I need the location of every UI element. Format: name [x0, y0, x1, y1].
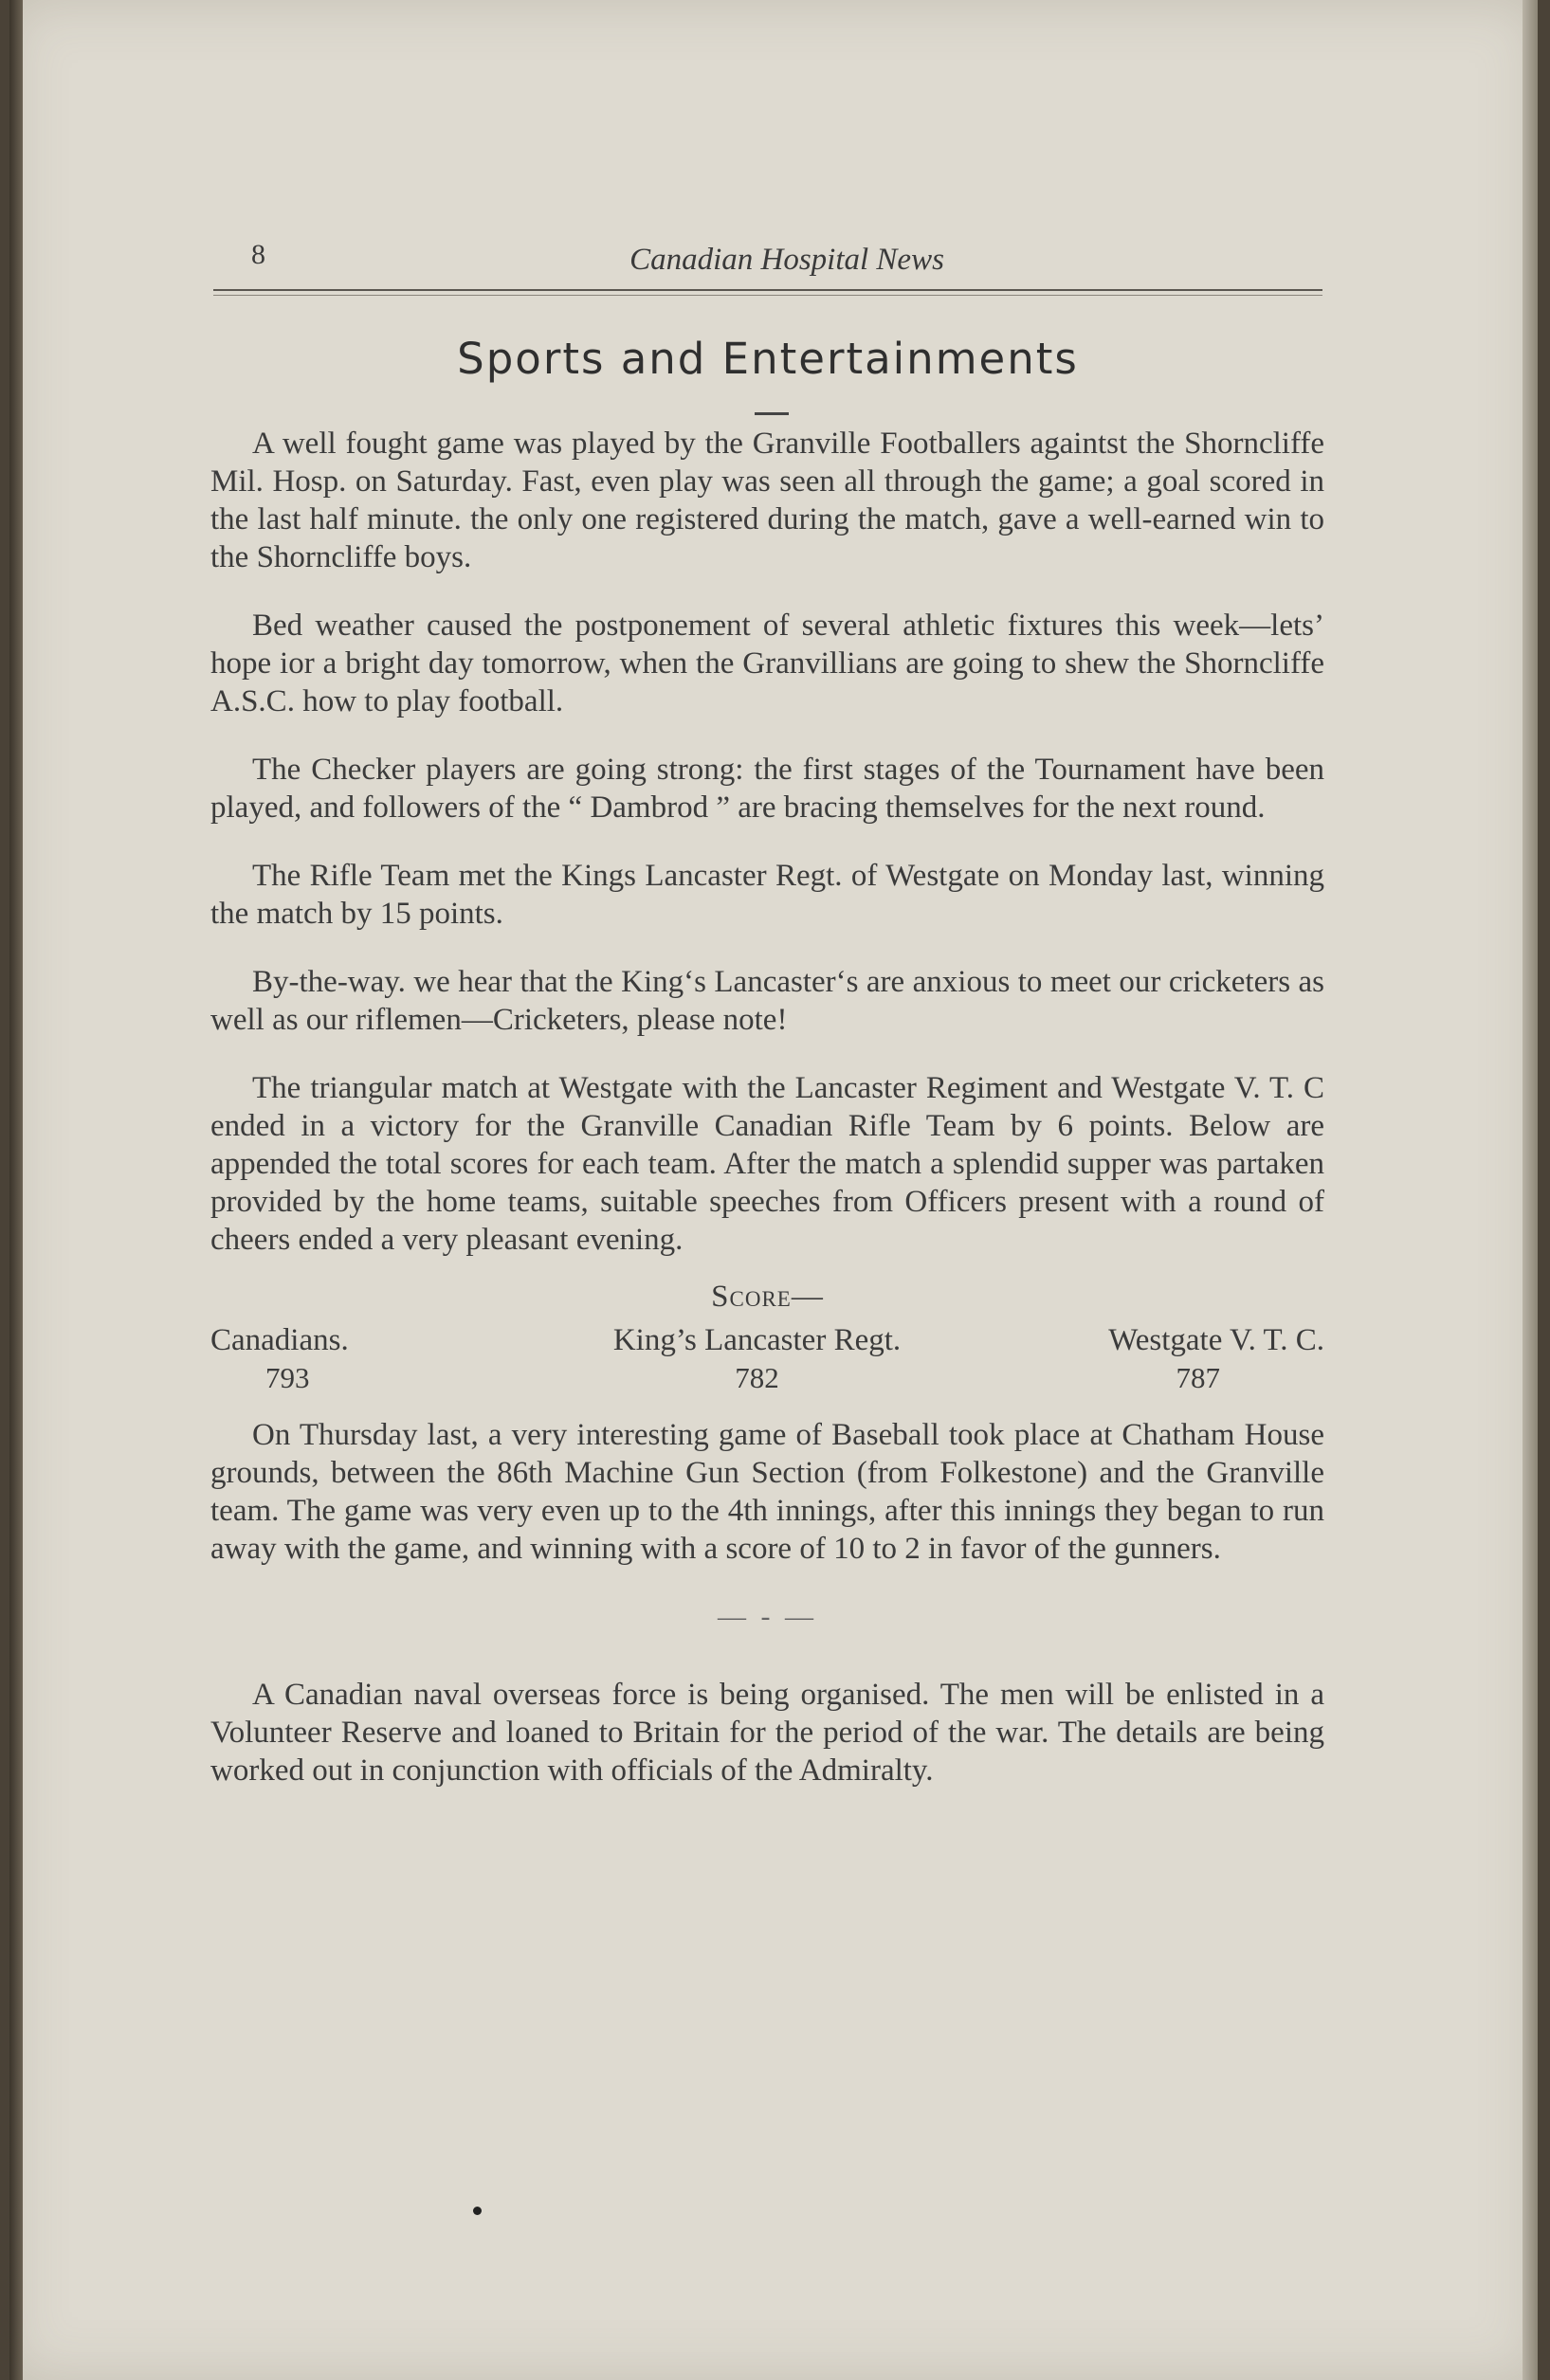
section-title: Sports and Entertainments — [457, 334, 1079, 384]
header-rule — [213, 289, 1322, 291]
score-table — [210, 1321, 1324, 1397]
section-divider: — - — — [718, 1601, 817, 1632]
page — [9, 0, 1538, 2380]
score-column-kings-lancaster — [613, 1321, 901, 1397]
paragraph-weather: Bed weather caused the postponement of several athletic fixtures this week—lets’ hope ior a bright day tomorrow, when the Granvillians are going to shew the Shorncliffe A.S.C. how to play football. — [210, 609, 1324, 718]
ink-spot — [473, 2207, 482, 2215]
team-name: Canadians. — [210, 1323, 349, 1357]
team-score: 787 — [1176, 1361, 1220, 1394]
paragraph-rifle-team: The Rifle Team met the Kings Lancaster Regt. of Westgate on Monday last, winning the match by 15 points. — [210, 859, 1324, 931]
paragraph-triangular-match: The triangular match at Westgate with the Lancaster Regiment and Westgate V. T. C ended in a victory for the Granville Canadian Rifle Team by 6 points. Below are appended the total scores for each team. After the match a splendid supper was partaken provided by the home teams, suitable speeches from Officers present with a round of cheers ended a very pleasant evening. — [210, 1071, 1324, 1257]
article-body — [210, 425, 1324, 1820]
score-heading: Score— — [711, 1280, 824, 1314]
team-score: 782 — [735, 1361, 779, 1394]
running-title: Canadian Hospital News — [629, 243, 944, 277]
header-rule-thin — [213, 295, 1322, 296]
page-binding-edge — [9, 0, 23, 2380]
page-header — [213, 237, 1322, 294]
team-name: King’s Lancaster Regt. — [612, 1323, 902, 1357]
paragraph-football: A well fought game was played by the Granville Footballers againtst the Shorncliffe Mil. Hosp. on Saturday. Fast, even play was seen all through the game; a goal scored in the last half minute. the only one registered during the match, gave a well-earned win to the Shorncliffe boys. — [210, 427, 1324, 574]
paragraph-baseball: On Thursday last, a very interesting game of Baseball took place at Chatham House grounds, between the 86th Machine Gun Section (from Folkestone) and the Granville team. The game was very even up to the 4th innings, after this innings they began to run away with the game, and winning with a score of 10 to 2 in favor of the gunners. — [210, 1418, 1324, 1566]
paragraph-cricketers: By-the-way. we hear that the King‘s Lancaster‘s are anxious to meet our cricketers as well as our riflemen—Cricketers, please note! — [210, 965, 1324, 1037]
team-name: Westgate V. T. C. — [1108, 1323, 1324, 1357]
page-number: 8 — [251, 239, 265, 270]
score-column-westgate — [1108, 1321, 1324, 1397]
score-column-canadians — [210, 1321, 349, 1397]
page-right-edge — [1523, 0, 1538, 2380]
team-score: 793 — [265, 1361, 310, 1394]
paragraph-checkers: The Checker players are going strong: the first stages of the Tournament have been played, and followers of the “ Dambrod ” are bracing themselves for the next round. — [210, 753, 1324, 825]
title-dash — [755, 412, 789, 415]
paragraph-naval-force: A Canadian naval overseas force is being organised. The men will be enlisted in a Volunteer Reserve and loaned to Britain for the period of the war. The details are being worked out in conjunction with officials of the Admiralty. — [210, 1678, 1324, 1788]
